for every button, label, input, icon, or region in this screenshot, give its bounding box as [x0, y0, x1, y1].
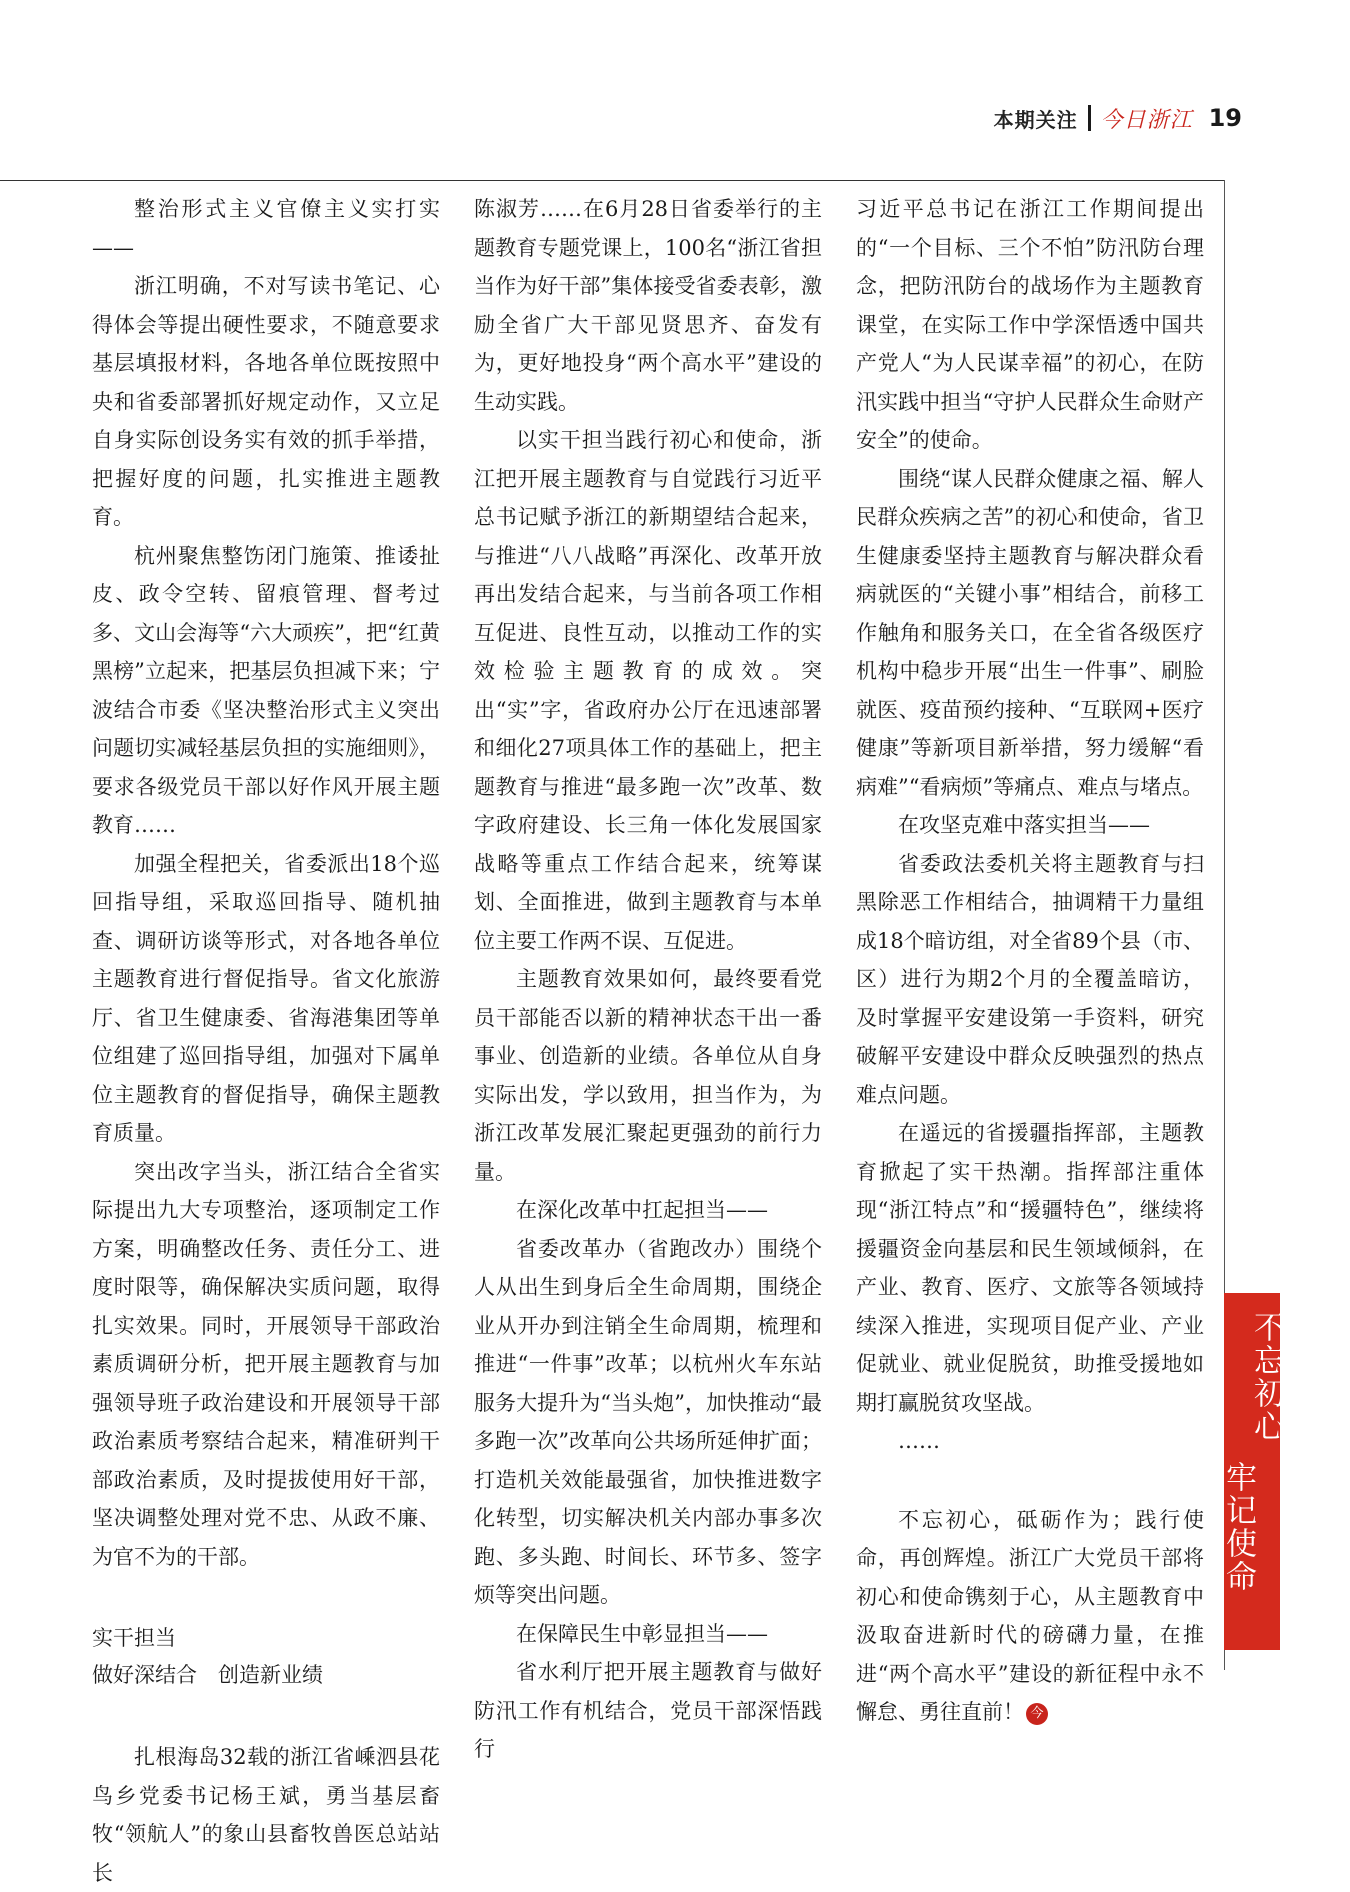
paragraph: 整治形式主义官僚主义实打实—— — [92, 197, 440, 260]
text-column-3 — [856, 190, 1204, 1732]
end-mark-icon: 今 — [1026, 1703, 1048, 1725]
paragraph: 在保障民生中彰显担当—— — [516, 1621, 768, 1646]
page-header — [994, 102, 1242, 134]
paragraph: 加强全程把关，省委派出18个巡回指导组，采取巡回指导、随机抽查、调研访谈等形式，对各地各单位主题教育进行督促指导。省文化旅游厅、省卫生健康委、省海港集团等单位组建了巡回指导组，加强对下属单位主题教育的督促指导，确保主题教育质量。 — [92, 851, 440, 1145]
text-column-2 — [474, 190, 822, 1769]
paragraph: 突出改字当头，浙江结合全省实际提出九大专项整治，逐项制定工作方案，明确整改任务、责任分工、进度时限等，确保解决实质问题，取得扎实效果。同时，开展领导干部政治素质调研分析，把开展主题教育与加强领导班子政治建设和开展领导干部政治素质考察结合起来，精准研判干部政治素质，及时提拔使用好干部，坚决调整处理对党不忠、从政不廉、为官不为的干部。 — [92, 1159, 440, 1569]
theme-side-tab — [1220, 1293, 1284, 1650]
section-subheading-secondary: 做好深结合 创造新业绩 — [92, 1663, 323, 1687]
spacer — [856, 1461, 1204, 1501]
text-column-1 — [92, 190, 440, 1892]
paragraph: 在攻坚克难中落实担当—— — [898, 813, 1150, 837]
paragraph: 以实干担当践行初心和使命，浙江把开展主题教育与自觉践行习近平总书记赋予浙江的新期望结合起来，与推进“八八战略”再深化、改革开放再出发结合起来，与当前各项工作相互促进、良性互动，以推动工作的实效检验主题教育的成效。突出“实”字，省政府办公厅在迅速部署和细化27项具体工作的基础上，把主题教育与推进“最多跑一次”改革、数字政府建设、长三角一体化发展国家战略等重点工作结合起来，统筹谋划、全面推进，做到主题教育与本单位主要工作两不误、互促进。 — [474, 428, 822, 953]
paragraph: 扎根海岛32载的浙江省嵊泗县花鸟乡党委书记杨王斌，勇当基层畜牧“领航人”的象山县畜牧兽医总站站长 — [92, 1745, 440, 1885]
section-label: 本期关注 — [993, 107, 1078, 132]
section-subheading: 实干担当 — [92, 1626, 176, 1650]
paragraph: 杭州聚焦整饬闭门施策、推诿扯皮、政令空转、留痕管理、督考过多、文山会海等“六大顽疾”，把“红黄黑榜”立起来，把基层负担减下来；宁波结合市委《坚决整治形式主义突出问题切实减轻基层负担的实施细则》，要求各级党员干部以好作风开展主题教育…… — [92, 543, 440, 837]
side-tab-line-1: 不忘初心 — [1248, 1311, 1284, 1443]
closing-paragraph — [856, 1501, 1204, 1732]
paragraph: 浙江明确，不对写读书笔记、心得体会等提出硬性要求，不随意要求基层填报材料，各地各单位既按照中央和省委部署抓好规定动作，又立足自身实际创设务实有效的抓手举措，把握好度的问题，扎实推进主题教育。 — [92, 274, 440, 529]
ellipsis: …… — [898, 1429, 940, 1453]
spacer — [92, 1694, 440, 1738]
paragraph: 陈淑芳……在6月28日省委举行的主题教育专题党课上，100名“浙江省担当作为好干部”集体接受省委表彰，激励全省广大干部见贤思齐、奋发有为，更好地投身“两个高水平”建设的生动实践。 — [474, 197, 822, 414]
paragraph: 主题教育效果如何，最终要看党员干部能否以新的精神状态干出一番事业、创造新的业绩。各单位从自身实际出发，学以致用，担当作为，为浙江改革发展汇聚起更强劲的前行力量。 — [474, 967, 822, 1184]
page-number: 19 — [1208, 104, 1242, 132]
paragraph: 省委政法委机关将主题教育与扫黑除恶工作相结合，抽调精干力量组成18个暗访组，对全省89个县（市、区）进行为期2个月的全覆盖暗访，及时掌握平安建设第一手资料，研究破解平安建设中群众反映强烈的热点难点问题。 — [856, 851, 1204, 1107]
side-tab-line-2: 牢记使命 — [1220, 1461, 1256, 1593]
paragraph: 习近平总书记在浙江工作期间提出的“一个目标、三个不怕”防汛防台理念，把防汛防台的战场作为主题教育课堂，在实际工作中学深悟透中国共产党人“为人民谋幸福”的初心，在防汛实践中担当“守护人民群众生命财产安全”的使命。 — [856, 197, 1204, 452]
paragraph: 省委改革办（省跑改办）围绕个人从出生到身后全生命周期，围绕企业从开办到注销全生命周期，梳理和推进“一件事”改革；以杭州火车东站服务大提升为“当头炮”，加快推动“最多跑一次”改革向公共场所延伸扩面；打造机关效能最强省，加快推进数字化转型，切实解决机关内部办事多次跑、多头跑、时间长、环节多、签字烦等突出问题。 — [474, 1236, 822, 1607]
closing-text: 不忘初心，砥砺作为；践行使命，再创辉煌。浙江广大党员干部将初心和使命镌刻于心，从主题教育中汲取奋进新时代的磅礴力量，在推进“两个高水平”建设的新征程中永不懈怠、勇往直前！ — [856, 1507, 1204, 1724]
top-rule — [0, 180, 1225, 181]
header-divider — [1088, 105, 1091, 131]
paragraph: 围绕“谋人民群众健康之福、解人民群众疾病之苦”的初心和使命，省卫生健康委坚持主题教育与解决群众看病就医的“关键小事”相结合，前移工作触角和服务关口，在全省各级医疗机构中稳步开展“出生一件事”、刷脸就医、疫苗预约接种、“互联网+医疗健康”等新项目新举措，努力缓解“看病难”“看病烦”等痛点、难点与堵点。 — [856, 466, 1204, 799]
paragraph: 在遥远的省援疆指挥部，主题教育掀起了实干热潮。指挥部注重体现“浙江特点”和“援疆特色”，继续将援疆资金向基层和民生领域倾斜，在产业、教育、医疗、文旅等各领域持续深入推进，实现项目促产业、产业促就业、就业促脱贫，助推受援地如期打赢脱贫攻坚战。 — [856, 1121, 1204, 1415]
paragraph: 省水利厅把开展主题教育与做好防汛工作有机结合，党员干部深悟践行 — [474, 1660, 822, 1761]
magazine-logo: 今日浙江 — [1100, 107, 1193, 133]
paragraph: 在深化改革中扛起担当—— — [516, 1198, 768, 1222]
